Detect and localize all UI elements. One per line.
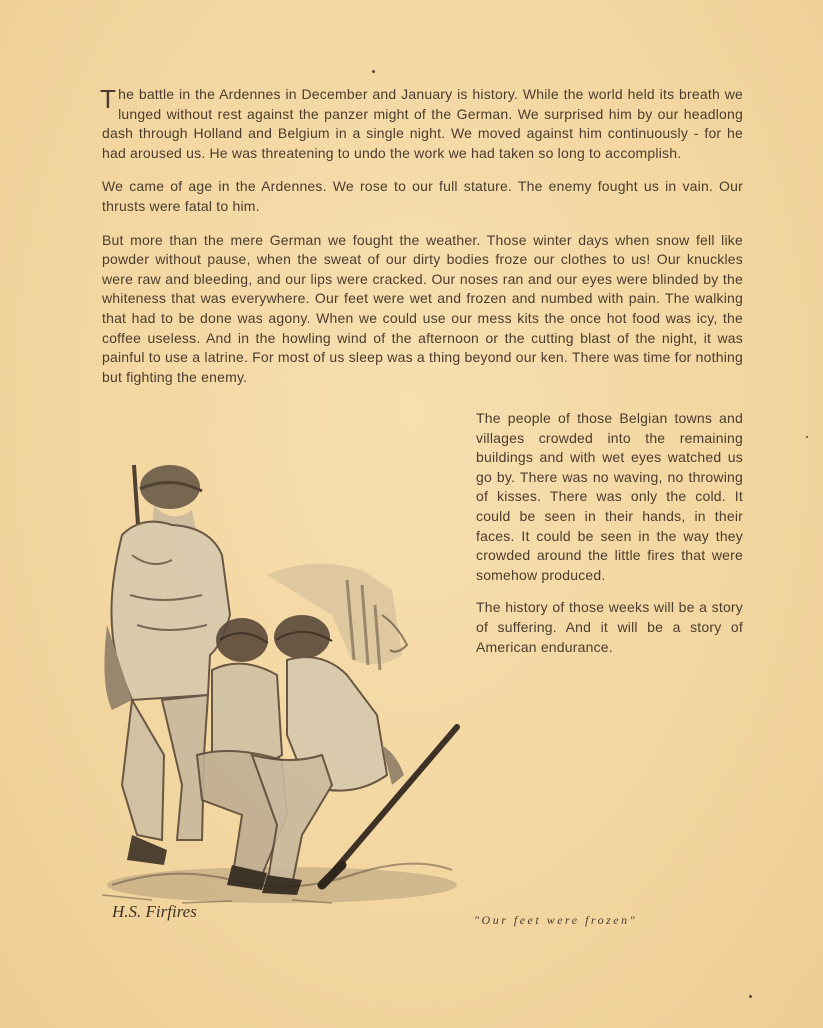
- paragraph-1: The battle in the Ardennes in December and January is history. While the world held its breath we lunged without rest against the panzer might of the German. We surprised him by our headlong dash through Holland and Belgium in a single night. We moved against him continuously - for he had aroused us. He was threatening to undo the work we had taken so long to accomplish.: [100, 84, 743, 161]
- artist-signature: H.S. Firfires: [112, 902, 197, 921]
- main-article-text: [102, 85, 743, 401]
- side-article-text: [476, 409, 743, 670]
- paper-speck: [749, 995, 752, 998]
- paper-speck: [806, 436, 808, 438]
- paragraph-2: We came of age in the Ardennes. We rose to our full stature. The enemy fought us in vain. Our thrusts were fatal to him.: [102, 178, 743, 214]
- paragraph-5: The history of those weeks will be a story of suffering. And it will be a story of American endurance.: [476, 599, 743, 655]
- standing-soldier: [104, 465, 230, 865]
- paper-speck: [372, 70, 375, 73]
- illustration-caption: "Our feet were frozen": [474, 913, 638, 927]
- paragraph-3: But more than the mere German we fought the weather. Those winter days when snow fell like powder without pause, when the sweat of our dirty bodies froze our clothes to us! Our knuckles were raw and bleeding, and our lips were cracked. Our noses ran and our eyes were blinded by the whiteness that was everywhere. Our feet were wet and frozen and numbed with pain. The walking that had to be done was agony. When we could use our mess kits the once hot food was icy, the coffee useless. And in the howling wind of the afternoon or the cutting blast of the night, it was painful to use a latrine. For most of us sleep was a thing beyond our ken. There was time for nothing but fighting the enemy.: [102, 231, 743, 385]
- soldiers-sketch-illustration: [92, 455, 467, 930]
- paragraph-4: The people of those Belgian towns and villages crowded into the remaining buildings and with wet eyes watched us go by. There was no waving, no throwing of kisses. There was only the cold. It could be seen in their hands, in their faces. It could be seen in the way they crowded around the little fires that were somehow produced.: [476, 410, 743, 583]
